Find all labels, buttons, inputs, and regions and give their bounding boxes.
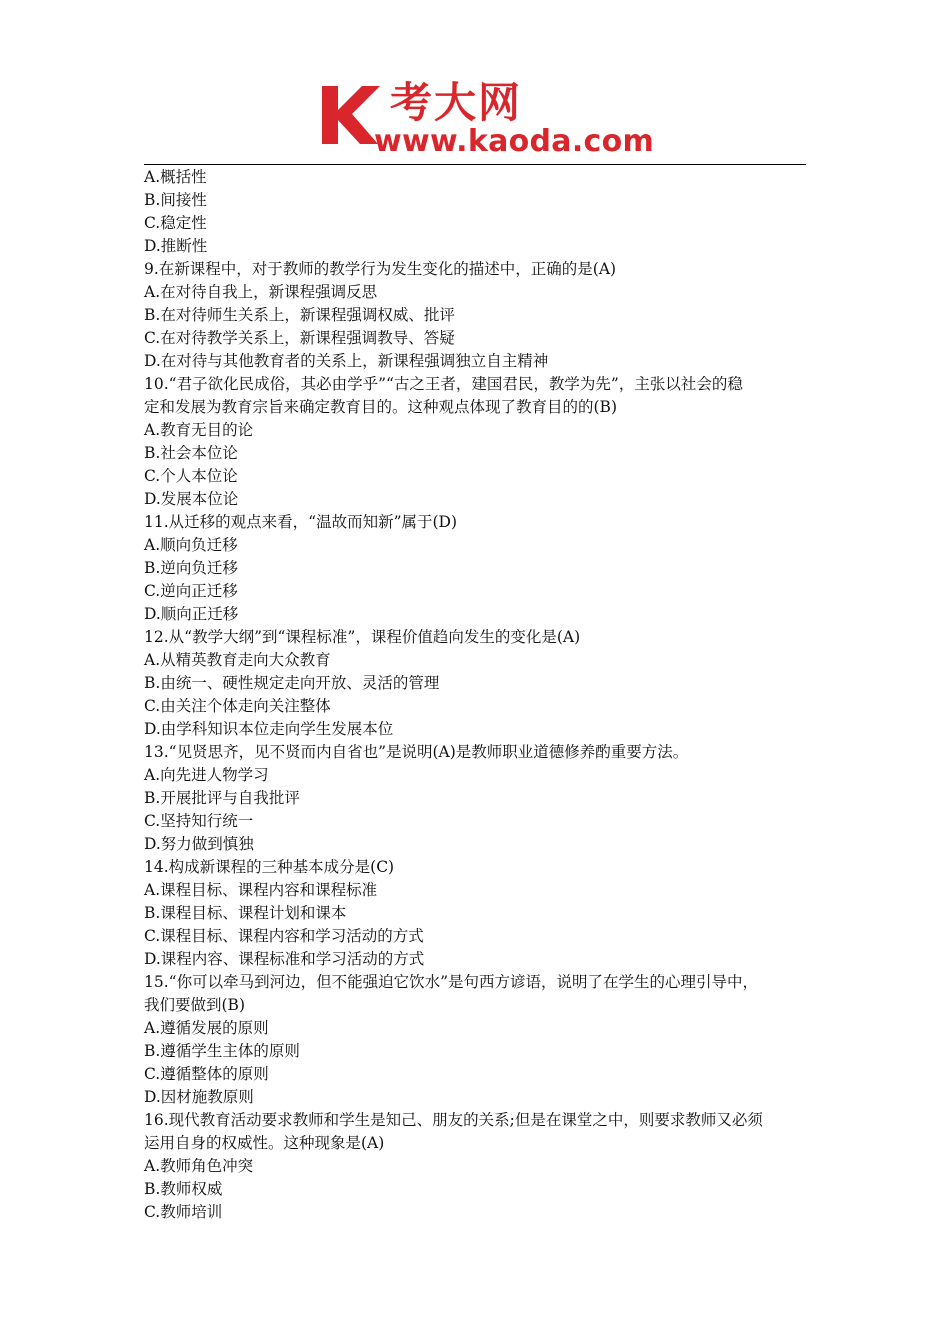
question-10-stem-line1: 10.“君子欲化民成俗，其必由学乎”“古之王者，建国君民，教学为先”，主张以社会的稳	[144, 375, 743, 393]
option-q12-b: B.由统一、硬性规定走向开放、灵活的管理	[144, 674, 440, 692]
option-q12-d: D.由学科知识本位走向学生发展本位	[144, 720, 394, 738]
question-list	[144, 166, 808, 1224]
question-16-stem-line1: 16.现代教育活动要求教师和学生是知己、朋友的关系;但是在课堂之中，则要求教师又必须	[144, 1111, 763, 1129]
kaoda-logo	[318, 78, 655, 160]
option-q11-b: B.逆向负迁移	[144, 559, 238, 577]
option-q9-c: C.在对待教学关系上，新课程强调教导、答疑	[144, 329, 455, 347]
logo-url: www.kaoda.com	[374, 124, 655, 159]
option-q10-d: D.发展本位论	[144, 490, 239, 508]
option-q8-a: A.概括性	[144, 168, 207, 186]
option-q15-c: C.遵循整体的原则	[144, 1065, 269, 1083]
question-14-stem: 14.构成新课程的三种基本成分是(C)	[144, 858, 395, 876]
option-q9-b: B.在对待师生关系上，新课程强调权威、批评	[144, 306, 455, 324]
question-11-stem: 11.从迁移的观点来看，“温故而知新”属于(D)	[144, 513, 458, 531]
option-q12-a: A.从精英教育走向大众教育	[144, 651, 331, 669]
option-q11-a: A.顺向负迁移	[144, 536, 238, 554]
question-15-stem-line1: 15.“你可以牵马到河边，但不能强迫它饮水”是句西方谚语，说明了在学生的心理引导中，	[144, 973, 759, 991]
option-q14-d: D.课程内容、课程标准和学习活动的方式	[144, 950, 425, 968]
option-q11-c: C.逆向正迁移	[144, 582, 238, 600]
option-q13-b: B.开展批评与自我批评	[144, 789, 300, 807]
header-divider	[144, 164, 806, 165]
option-q15-b: B.遵循学生主体的原则	[144, 1042, 300, 1060]
option-q15-a: A.遵循发展的原则	[144, 1019, 269, 1037]
option-q8-b: B.间接性	[144, 191, 207, 209]
logo-title: 考大网	[390, 78, 523, 127]
option-q10-a: A.教育无目的论	[144, 421, 254, 439]
option-q10-b: B.社会本位论	[144, 444, 238, 462]
option-q9-d: D.在对待与其他教育者的关系上，新课程强调独立自主精神	[144, 352, 549, 370]
option-q11-d: D.顺向正迁移	[144, 605, 239, 623]
option-q16-c: C.教师培训	[144, 1203, 223, 1221]
option-q16-b: B.教师权威	[144, 1180, 223, 1198]
option-q14-c: C.课程目标、课程内容和学习活动的方式	[144, 927, 424, 945]
question-12-stem: 12.从“教学大纲”到“课程标准”，课程价值趋向发生的变化是(A)	[144, 628, 581, 646]
question-9-stem: 9.在新课程中，对于教师的教学行为发生变化的描述中，正确的是(A)	[144, 260, 617, 278]
option-q13-c: C.坚持知行统一	[144, 812, 254, 830]
option-q12-c: C.由关注个体走向关注整体	[144, 697, 331, 715]
option-q9-a: A.在对待自我上，新课程强调反思	[144, 283, 378, 301]
option-q16-a: A.教师角色冲突	[144, 1157, 254, 1175]
option-q13-a: A.向先进人物学习	[144, 766, 269, 784]
question-15-stem-line2: 我们要做到(B)	[144, 996, 245, 1014]
option-q8-d: D.推断性	[144, 237, 208, 255]
page-header	[0, 0, 950, 166]
option-q14-a: A.课程目标、课程内容和课程标准	[144, 881, 378, 899]
question-10-stem-line2: 定和发展为教育宗旨来确定教育目的。这种观点体现了教育目的的(B)	[144, 398, 617, 416]
option-q8-c: C.稳定性	[144, 214, 207, 232]
option-q13-d: D.努力做到慎独	[144, 835, 254, 853]
question-16-stem-line2: 运用自身的权威性。这种现象是(A)	[144, 1134, 385, 1152]
option-q14-b: B.课程目标、课程计划和课本	[144, 904, 347, 922]
option-q10-c: C.个人本位论	[144, 467, 238, 485]
option-q15-d: D.因材施教原则	[144, 1088, 254, 1106]
question-13-stem: 13.“见贤思齐，见不贤而内自省也”是说明(A)是教师职业道德修养酌重要方法。	[144, 743, 689, 761]
